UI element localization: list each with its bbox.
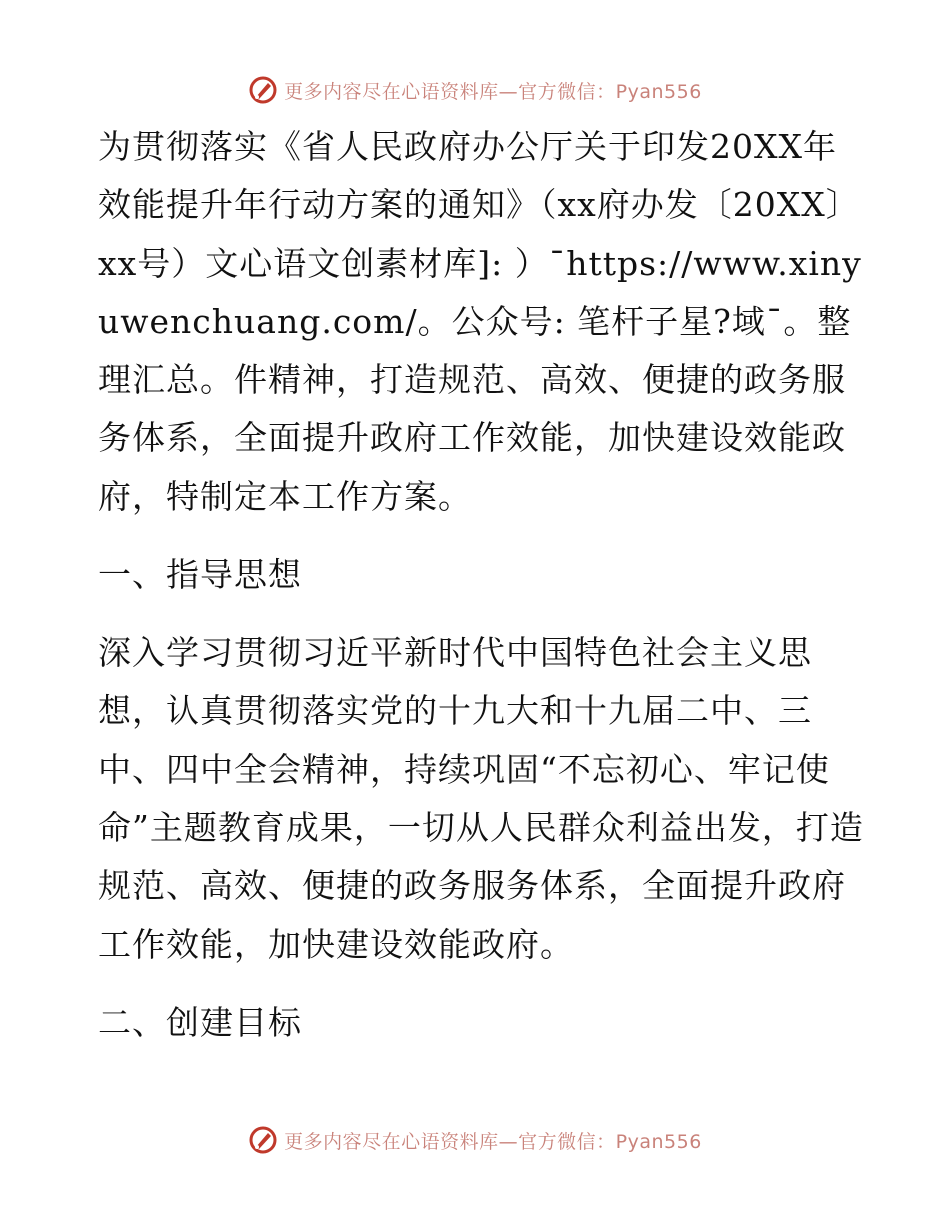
intro-paragraph: 为贯彻落实《省人民政府办公厅关于印发20XX年效能提升年行动方案的通知》（xx府办发〔20XX〕xx号）文心语文创素材库]: ）¯https://www.xinyuwenchuang.com/。公众号: 笔杆子星?域¯。整理汇总。件精神，打造规范、高效、便捷的政务服务体系，全面提升政府工作效能，加快建设效能政府，特制定本工作方案。 (98, 127, 862, 516)
section-heading-guiding-ideology: 一、指导思想 (98, 555, 302, 595)
brush-pen-logo-icon (248, 75, 278, 105)
footer-watermark (0, 1120, 950, 1160)
header-watermark (0, 70, 950, 110)
brush-pen-logo-icon (248, 1125, 278, 1155)
section-heading-creation-goals: 二、创建目标 (98, 1002, 302, 1042)
watermark-text: 更多内容尽在心语资料库—官方微信：Pyan556 (284, 80, 702, 103)
guiding-ideology-paragraph: 深入学习贯彻习近平新时代中国特色社会主义思想，认真贯彻落实党的十九大和十九届二中、三中、四中全会精神，持续巩固“不忘初心、牢记使命”主题教育成果，一切从人民群众利益出发，打造规范、高效、便捷的政务服务体系，全面提升政府工作效能，加快建设效能政府。 (98, 633, 864, 964)
watermark-text: 更多内容尽在心语资料库—官方微信：Pyan556 (284, 1130, 702, 1153)
document-body (98, 118, 868, 1052)
